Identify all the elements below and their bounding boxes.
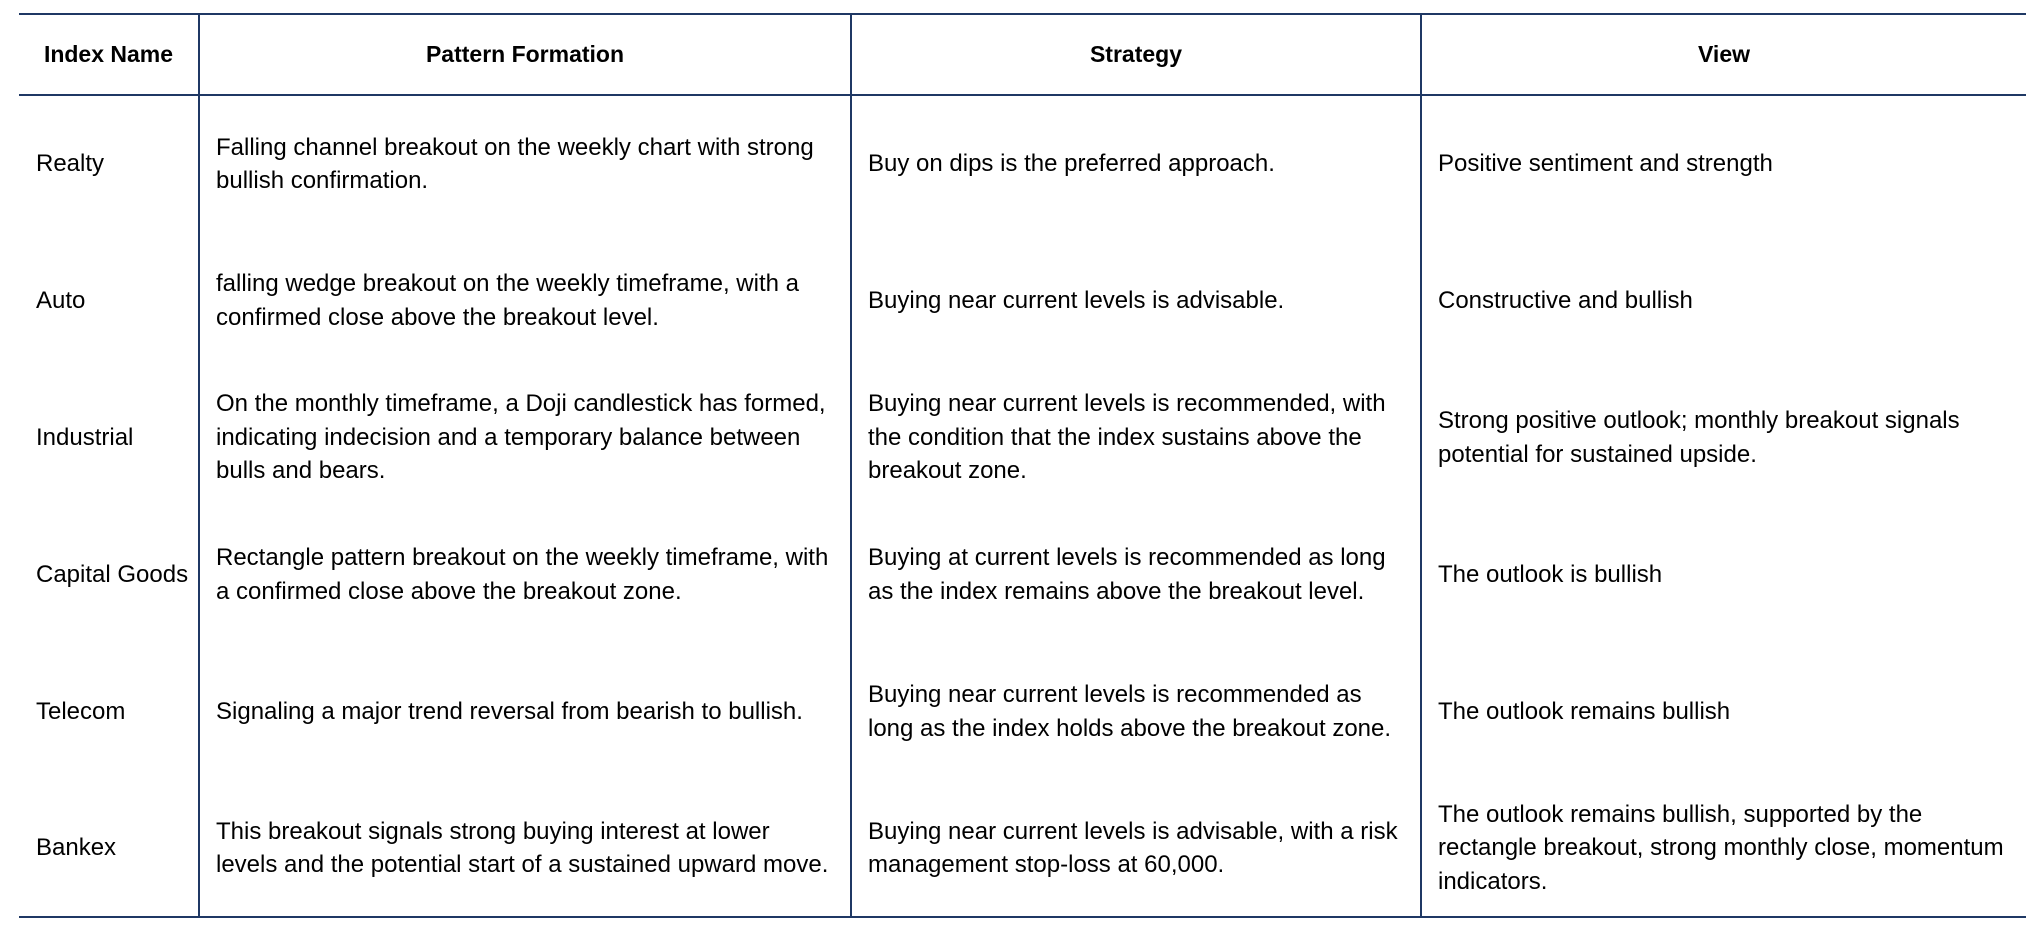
- strategy-cell: Buying near current levels is advisable, with a risk management stop-loss at 60,000.: [851, 780, 1421, 917]
- view-cell: The outlook remains bullish: [1421, 643, 2026, 780]
- table-body: [19, 95, 2026, 917]
- table-row: [19, 369, 2026, 506]
- table-row: [19, 95, 2026, 232]
- header-view: View: [1421, 14, 2026, 95]
- strategy-cell: Buy on dips is the preferred approach.: [851, 95, 1421, 232]
- pattern-formation-cell: This breakout signals strong buying interest at lower levels and the potential start of a sustained upward move.: [199, 780, 851, 917]
- index-name-cell: Industrial: [36, 423, 134, 451]
- strategy-cell: Buying near current levels is recommended, with the condition that the index sustains above the breakout zone.: [851, 369, 1421, 506]
- index-name-cell: Telecom: [36, 697, 126, 725]
- strategy-cell: Buying at current levels is recommended as long as the index remains above the breakout level.: [851, 506, 1421, 643]
- view-cell: Constructive and bullish: [1421, 232, 2026, 369]
- table-row: [19, 232, 2026, 369]
- table-header: [19, 14, 2026, 95]
- pattern-formation-cell: falling wedge breakout on the weekly timeframe, with a confirmed close above the breakout level.: [199, 232, 851, 369]
- header-strategy: Strategy: [851, 14, 1421, 95]
- view-cell: The outlook remains bullish, supported by the rectangle breakout, strong monthly close, momentum indicators.: [1421, 780, 2026, 917]
- header-index-name: Index Name: [19, 14, 199, 95]
- pattern-formation-cell: Falling channel breakout on the weekly chart with strong bullish confirmation.: [199, 95, 851, 232]
- index-name-cell: Capital Goods: [36, 560, 189, 588]
- header-row: [19, 14, 2026, 95]
- view-cell: Positive sentiment and strength: [1421, 95, 2026, 232]
- sector-index-table: [19, 13, 2026, 918]
- table-row: [19, 780, 2026, 917]
- index-name-cell: Realty: [36, 150, 105, 178]
- view-cell: The outlook is bullish: [1421, 506, 2026, 643]
- table-row: [19, 643, 2026, 780]
- pattern-formation-cell: Rectangle pattern breakout on the weekly timeframe, with a confirmed close above the breakout zone.: [199, 506, 851, 643]
- view-cell: Strong positive outlook; monthly breakout signals potential for sustained upside.: [1421, 369, 2026, 506]
- pattern-formation-cell: Signaling a major trend reversal from bearish to bullish.: [199, 643, 851, 780]
- strategy-cell: Buying near current levels is advisable.: [851, 232, 1421, 369]
- index-name-cell: Bankex: [19, 780, 199, 917]
- table-row: [19, 506, 2026, 643]
- strategy-cell: Buying near current levels is recommended as long as the index holds above the breakout zone.: [851, 643, 1421, 780]
- pattern-formation-cell: On the monthly timeframe, a Doji candlestick has formed, indicating indecision and a temporary balance between bulls and bears.: [199, 369, 851, 506]
- header-pattern-formation: Pattern Formation: [199, 14, 851, 95]
- index-name-cell: Auto: [36, 286, 86, 314]
